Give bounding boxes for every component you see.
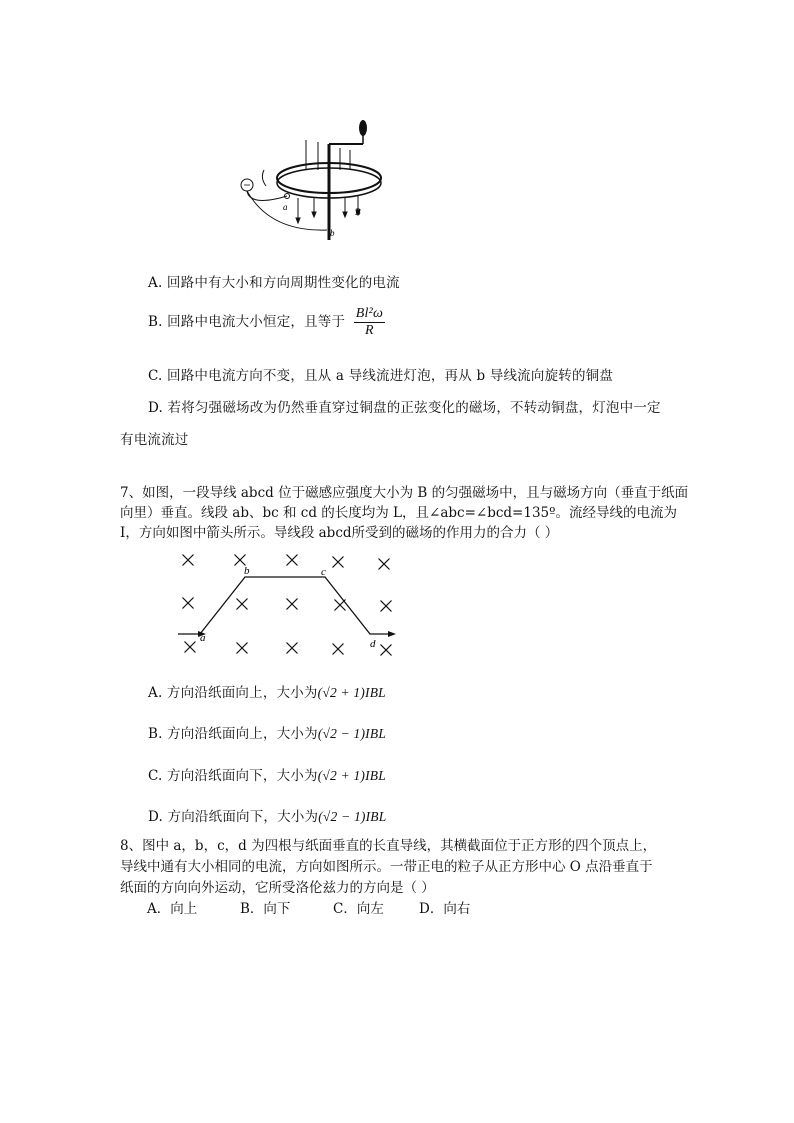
field-cross-icon bbox=[287, 555, 298, 566]
field-cross-icon bbox=[235, 555, 246, 566]
q7-option-c-text: C. 方向沿纸面向下，大小为 bbox=[148, 768, 318, 784]
q7-option-b bbox=[148, 722, 386, 742]
q6-option-d-line2: 有电流流过 bbox=[120, 432, 189, 448]
q7-option-b-expr: (√2 − 1)IBL bbox=[317, 726, 387, 741]
fraction-denominator: R bbox=[364, 323, 374, 338]
label-a: a bbox=[283, 202, 288, 212]
point-a: a bbox=[200, 632, 206, 644]
q8-choice-b: B．向下 bbox=[240, 901, 291, 917]
crank-knob bbox=[359, 120, 367, 136]
field-cross-icon bbox=[287, 643, 298, 654]
q7-option-c bbox=[148, 764, 386, 784]
field-cross-icon bbox=[287, 599, 298, 610]
q8-line3: 纸面的方向向外运动，它所受洛伦兹力的方向是（ ） bbox=[120, 880, 435, 896]
q8-choices bbox=[147, 899, 470, 919]
copper-disc-figure bbox=[230, 112, 390, 247]
q7-option-d-text: D. 方向沿纸面向下，大小为 bbox=[148, 809, 319, 825]
label-b: b bbox=[330, 228, 335, 238]
field-crosses bbox=[183, 555, 392, 656]
wire-in-field-figure bbox=[170, 548, 410, 663]
wire-abcd bbox=[178, 577, 392, 634]
point-c: c bbox=[321, 566, 326, 578]
field-cross-icon bbox=[183, 555, 194, 566]
q6-option-a: A. 回路中有大小和方向周期性变化的电流 bbox=[148, 275, 400, 291]
q7-option-c-expr: (√2 + 1)IBL bbox=[317, 768, 386, 783]
field-cross-icon bbox=[183, 598, 194, 609]
fraction-numerator: Bl²ω bbox=[355, 306, 384, 321]
field-cross-icon bbox=[333, 644, 344, 655]
q7-option-d-expr: (√2 − 1)IBL bbox=[318, 809, 387, 824]
field-cross-icon bbox=[333, 557, 344, 568]
wire-a bbox=[247, 191, 287, 200]
field-cross-icon bbox=[237, 643, 248, 654]
q6-option-d-line1: D. 若将匀强磁场改为仍然垂直穿过铜盘的正弦变化的磁场，不转动铜盘，灯泡中一定 bbox=[148, 400, 661, 416]
field-cross-icon bbox=[237, 599, 248, 610]
q6-option-c: C. 回路中电流方向不变，且从 a 导线流进灯泡，再从 b 导线流向旋转的铜盘 bbox=[148, 368, 614, 384]
q8-choice-d: D．向右 bbox=[419, 901, 471, 917]
q7-line2: 向里）垂直。线段 ab、bc 和 cd 的长度均为 L，且∠abc=∠bcd=135º。流经导线的电流为 bbox=[120, 505, 677, 521]
q7-line1: 7、如图，一段导线 abcd 位于磁感应强度大小为 B 的匀强磁场中，且与磁场方向（垂直于纸面 bbox=[120, 485, 689, 501]
q7-option-a bbox=[148, 681, 386, 701]
q7-line3: I，方向如图中箭头所示。导线段 abcd所受到的磁场的作用力的合力（ ） bbox=[120, 525, 559, 541]
q7-option-a-expr: (√2 + 1)IBL bbox=[317, 685, 386, 700]
q7-option-b-text: B. 方向沿纸面向上，大小为 bbox=[148, 726, 318, 742]
q6-option-b-text: B. 回路中电流大小恒定，且等于 bbox=[148, 314, 346, 330]
q7-option-a-text: A. 方向沿纸面向上，大小为 bbox=[148, 685, 318, 701]
q7-option-d bbox=[148, 805, 386, 825]
point-b: b bbox=[244, 565, 250, 577]
q8-line1: 8、图中 a，b，c，d 为四根与纸面垂直的长直导线，其横截面位于正方形的四个顶点上， bbox=[120, 838, 657, 854]
label-B: B bbox=[355, 207, 361, 217]
field-cross-icon bbox=[381, 645, 392, 656]
fraction bbox=[354, 306, 385, 339]
q8-line2: 导线中通有大小相同的电流，方向如图所示。一带正电的粒子从正方形中心 O 点沿垂直于 bbox=[120, 859, 653, 875]
q8-choice-a: A．向上 bbox=[147, 901, 198, 917]
q8-choice-c: C．向左 bbox=[333, 901, 384, 917]
field-cross-icon bbox=[381, 601, 392, 612]
point-d: d bbox=[370, 638, 376, 650]
field-cross-icon bbox=[379, 559, 390, 570]
q6-option-b bbox=[148, 306, 385, 339]
field-cross-icon bbox=[185, 642, 196, 653]
